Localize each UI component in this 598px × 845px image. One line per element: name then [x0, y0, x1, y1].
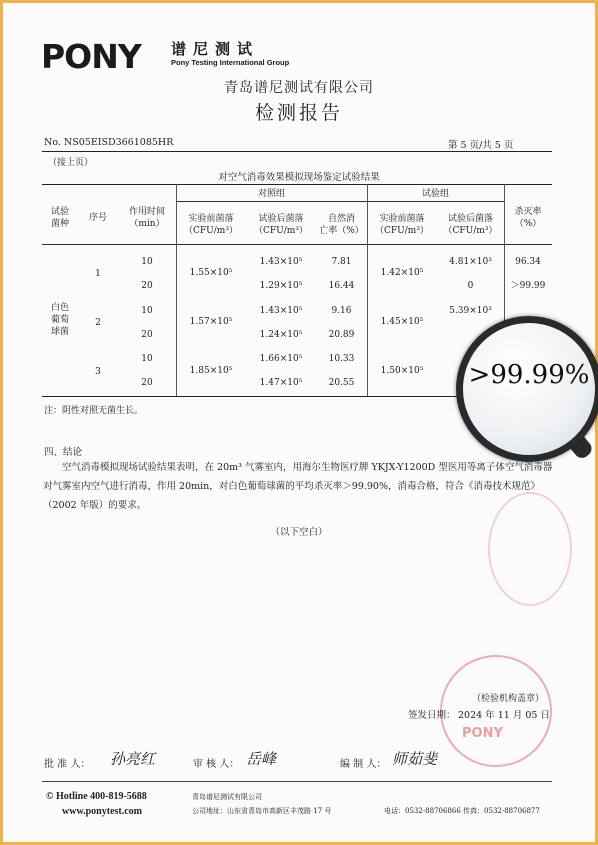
- time-cell: 20: [141, 330, 153, 340]
- natural-rate-cell: 9.16: [331, 306, 352, 316]
- col-test-after: 试验后菌落 （CFU/m³）: [443, 214, 498, 236]
- company-name: 青岛谱尼测试有限公司: [224, 80, 374, 96]
- col-seq: 序号: [88, 213, 107, 223]
- test-after-cell: 5.39×10³: [449, 306, 492, 316]
- magnified-kill-rate: >99.99%: [468, 360, 590, 390]
- footer-rule: [42, 781, 552, 782]
- phone-icon: ©: [46, 791, 54, 802]
- blank-marker: （以下空白）: [270, 527, 328, 538]
- natural-rate-cell: 16.44: [328, 281, 355, 291]
- approver-signature: 孙亮红: [110, 750, 156, 768]
- test-after-cell: 4.81×10³: [449, 257, 492, 267]
- control-after-cell: 1.66×10⁵: [259, 354, 303, 364]
- time-cell: 20: [141, 378, 153, 388]
- footer-company: 青岛谱尼测试有限公司: [192, 793, 262, 801]
- page-info: 第 5 页/共 5 页: [448, 140, 514, 151]
- issue-date-label: 签发日期：: [408, 710, 456, 721]
- hotline-text: Hotline 400-819-5688: [55, 791, 147, 802]
- control-after-cell: 1.24×10⁵: [259, 330, 303, 340]
- control-before-cell: 1.57×10⁵: [189, 317, 233, 327]
- natural-rate-cell: 10.33: [328, 354, 355, 364]
- time-cell: 10: [141, 354, 153, 364]
- report-title: 检测报告: [254, 102, 343, 124]
- col-time: 作用时间 （min）: [128, 207, 165, 229]
- table-caption: 对空气消毒效果模拟现场鉴定试验结果: [218, 172, 380, 183]
- reviewer-signature: 岳峰: [246, 750, 277, 768]
- conclusion-text: 空气消毒模拟现场试验结果表明，在 20m³ 气雾室内，用海尔生物医疗牌 YKJX-Y1200D 型医用等离子体空气消毒器对气雾室内空气进行消毒，作用 20min，对白色葡萄球菌的平均杀灭率＞99.90%，消毒合格，符合《消毒技术规范》（2002 年版）的要求。: [43, 462, 553, 511]
- col-bacteria: 试验 菌种: [50, 207, 69, 229]
- footer-address: 公司地址：山东省青岛市高新区丰茂路 17 号: [192, 807, 332, 815]
- col-control-before: 实验前菌落 （CFU/m³）: [184, 214, 238, 236]
- stamp-logo: PONY: [462, 726, 503, 741]
- header-bottom-rule: [42, 244, 552, 245]
- col-natural-rate: 自然消 亡率（%）: [319, 214, 364, 236]
- test-before-cell: 1.42×10⁵: [380, 268, 424, 278]
- conclusion-heading: 四、结论: [44, 447, 83, 458]
- col-control-after: 试验后菌落 （CFU/m³）: [254, 214, 308, 236]
- control-after-cell: 1.43×10⁵: [259, 257, 303, 267]
- natural-rate-cell: 20.55: [328, 378, 355, 388]
- website[interactable]: www.ponytest.com: [62, 806, 142, 817]
- hotline: [46, 791, 147, 802]
- seq-cell: 3: [95, 367, 101, 377]
- test-after-cell: 0: [467, 281, 474, 291]
- time-cell: 10: [141, 257, 153, 267]
- control-after-cell: 1.29×10⁵: [259, 281, 303, 291]
- col-kill-rate: 杀灭率 （%）: [514, 207, 542, 229]
- report-number: No. NS05EISD3661085HR: [44, 137, 174, 148]
- test-before-cell: 1.50×10⁵: [380, 366, 424, 376]
- time-cell: 10: [141, 306, 153, 316]
- control-after-cell: 1.43×10⁵: [259, 306, 303, 316]
- seq-cell: 1: [95, 269, 101, 279]
- logo-english: Pony Testing International Group: [171, 58, 290, 67]
- table-top-rule: [42, 184, 552, 185]
- col-test-before: 实验前菌落 （CFU/m³）: [375, 214, 429, 236]
- natural-rate-cell: 7.81: [331, 257, 352, 267]
- control-before-cell: 1.85×10⁵: [189, 366, 233, 376]
- bacteria-name: 白色 葡萄 球菌: [50, 303, 69, 337]
- natural-rate-cell: 20.89: [328, 330, 355, 340]
- time-cell: 20: [141, 281, 153, 291]
- footer-phone: 电话：0532-88706866 传真：0532-88706877: [384, 807, 540, 815]
- stamp-org-label: （检验机构盖章）: [472, 694, 545, 704]
- kill-rate-cell: 96.34: [515, 257, 541, 267]
- compiler-label: 编 制 人：: [340, 759, 387, 770]
- continued-label: （接上页）: [48, 158, 94, 168]
- seal-stamp-faint: [488, 492, 572, 606]
- table-note: 注：阴性对照无菌生长。: [44, 406, 144, 416]
- test-before-cell: 1.45×10⁵: [380, 317, 424, 327]
- pony-logo: PONY: [41, 37, 141, 76]
- group-control-header: 对照组: [257, 189, 285, 199]
- kill-rate-cell: ＞99.99: [510, 281, 546, 291]
- logo-chinese: 谱尼测试: [171, 40, 260, 58]
- header-rule: [42, 151, 552, 152]
- compiler-signature: 师茹斐: [392, 750, 438, 768]
- group-test-header: 试验组: [421, 189, 449, 199]
- control-after-cell: 1.47×10⁵: [259, 378, 303, 388]
- approver-label: 批 准 人：: [44, 759, 91, 770]
- reviewer-label: 审 核 人：: [193, 759, 240, 770]
- issue-date: 2024 年 11 月 05 日: [458, 710, 550, 721]
- group-rule: [176, 201, 504, 202]
- seq-cell: 2: [95, 318, 101, 328]
- control-before-cell: 1.55×10⁵: [189, 268, 233, 278]
